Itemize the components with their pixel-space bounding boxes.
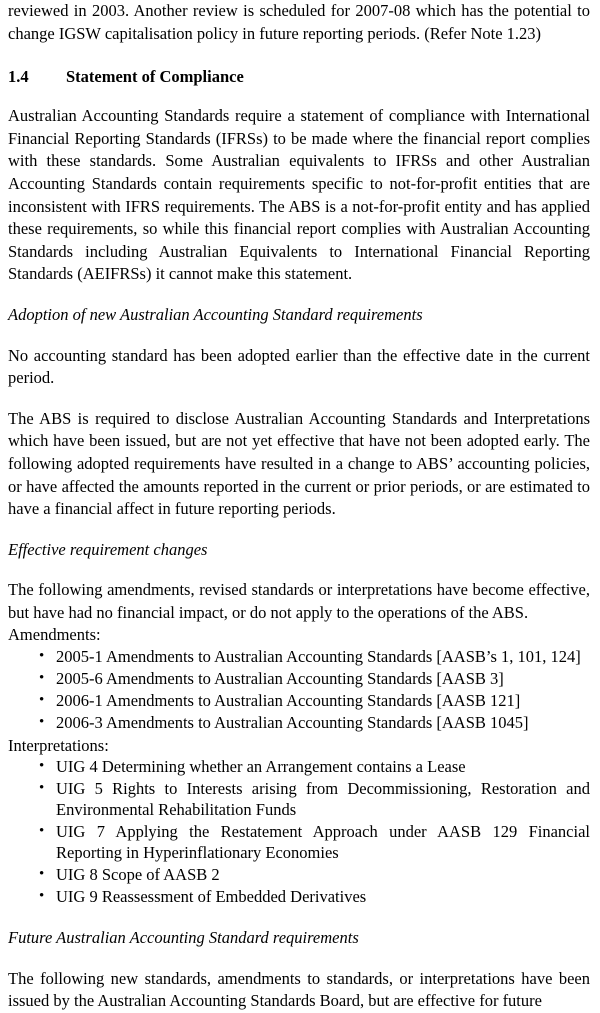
bullet-icon: • [39, 670, 45, 687]
bullet-icon: • [39, 758, 45, 775]
list-item-text: 2006-3 Amendments to Australian Accounting Standards [AASB 1045] [56, 712, 529, 732]
list-item-text: 2005-1 Amendments to Australian Accounting Standards [AASB’s 1, 101, 124] [56, 647, 581, 667]
list-item-text: UIG 4 Determining whether an Arrangement contains a Lease [56, 757, 466, 777]
spacer [8, 950, 590, 968]
bullet-icon: • [39, 713, 45, 730]
no-early-adoption-paragraph: No accounting standard has been adopted earlier than the effective date in the current period. [8, 345, 590, 388]
bullet-icon: • [39, 888, 45, 905]
list-item [8, 647, 590, 668]
section-number: 1.4 [8, 67, 29, 87]
interpretations-list [8, 757, 590, 908]
spacer [8, 45, 590, 67]
top-continuation-paragraph: reviewed in 2003. Another review is scheduled for 2007-08 which has the potential to change IGSW capitalisation policy in future reporting periods. (Refer Note 1.23) [8, 1, 590, 43]
list-item [8, 887, 590, 908]
list-item-text: UIG 5 Rights to Interests arising from Decommissioning, Restoration and Environmental Rehabilitation Funds [56, 779, 590, 820]
list-item-text: 2005-6 Amendments to Australian Accounting Standards [AASB 3] [56, 669, 504, 689]
section-heading [8, 67, 590, 87]
subheading-adoption: Adoption of new Australian Accounting Standard requirements [8, 304, 423, 324]
list-item [8, 822, 590, 864]
section-title: Statement of Compliance [66, 67, 244, 87]
bullet-icon: • [39, 648, 45, 665]
list-item-text: UIG 7 Applying the Restatement Approach under AASB 129 Financial Reporting in Hyperinflationary Economies [56, 822, 590, 863]
bullet-icon: • [39, 866, 45, 883]
subheading-effective-changes: Effective requirement changes [8, 539, 208, 559]
list-item-text: UIG 8 Scope of AASB 2 [56, 865, 220, 885]
spacer [8, 521, 590, 539]
list-item [8, 713, 590, 734]
list-item [8, 865, 590, 886]
spacer [8, 390, 590, 408]
amendments-label: Amendments: [8, 625, 101, 645]
effective-intro-paragraph: The following amendments, revised standards or interpretations have become effective, but have had no financial impact, or do not apply to the operations of the ABS. [8, 580, 590, 622]
spacer [8, 327, 590, 345]
spacer [8, 909, 590, 927]
amendments-list [8, 647, 590, 734]
list-item [8, 757, 590, 778]
bullet-icon: • [39, 691, 45, 708]
disclosure-paragraph: The ABS is required to disclose Australian Accounting Standards and Interpretations which have been issued, but are not yet effective that have not been adopted early. The following adopted requirements have resulted in a change to ABS’ accounting policies, or have affected the amounts reported in the current or prior periods, or are estimated to have a financial affect in future reporting periods. [8, 408, 590, 519]
list-item-text: 2006-1 Amendments to Australian Accounting Standards [AASB 121] [56, 690, 521, 710]
interpretations-label: Interpretations: [8, 735, 109, 755]
spacer [8, 286, 590, 304]
list-item [8, 779, 590, 821]
subheading-future-requirements: Future Australian Accounting Standard requirements [8, 928, 359, 948]
bullet-icon: • [39, 823, 45, 840]
list-item [8, 691, 590, 712]
list-item-text: UIG 9 Reassessment of Embedded Derivatives [56, 887, 367, 907]
spacer [8, 561, 590, 579]
future-intro-paragraph: The following new standards, amendments to standards, or interpretations have been issued by the Australian Accounting Standards Board, but are effective for future [8, 968, 590, 1011]
spacer [8, 87, 590, 105]
compliance-paragraph: Australian Accounting Standards require a statement of compliance with International Financial Reporting Standards (IFRSs) to be made where the financial report complies with these standards. Some Australian equivalents to IFRSs and other Australian Accounting Standards contain requirements specific to not-for-profit entities that are inconsistent with IFRS requirements. The ABS is a not-for-profit entity and has applied these requirements, so while this financial report complies with Australian Accounting Standards including Australian Equivalents to International Financial Reporting Standards (AEIFRSs) it cannot make this statement. [8, 106, 590, 284]
bullet-icon: • [39, 780, 45, 797]
list-item [8, 669, 590, 690]
